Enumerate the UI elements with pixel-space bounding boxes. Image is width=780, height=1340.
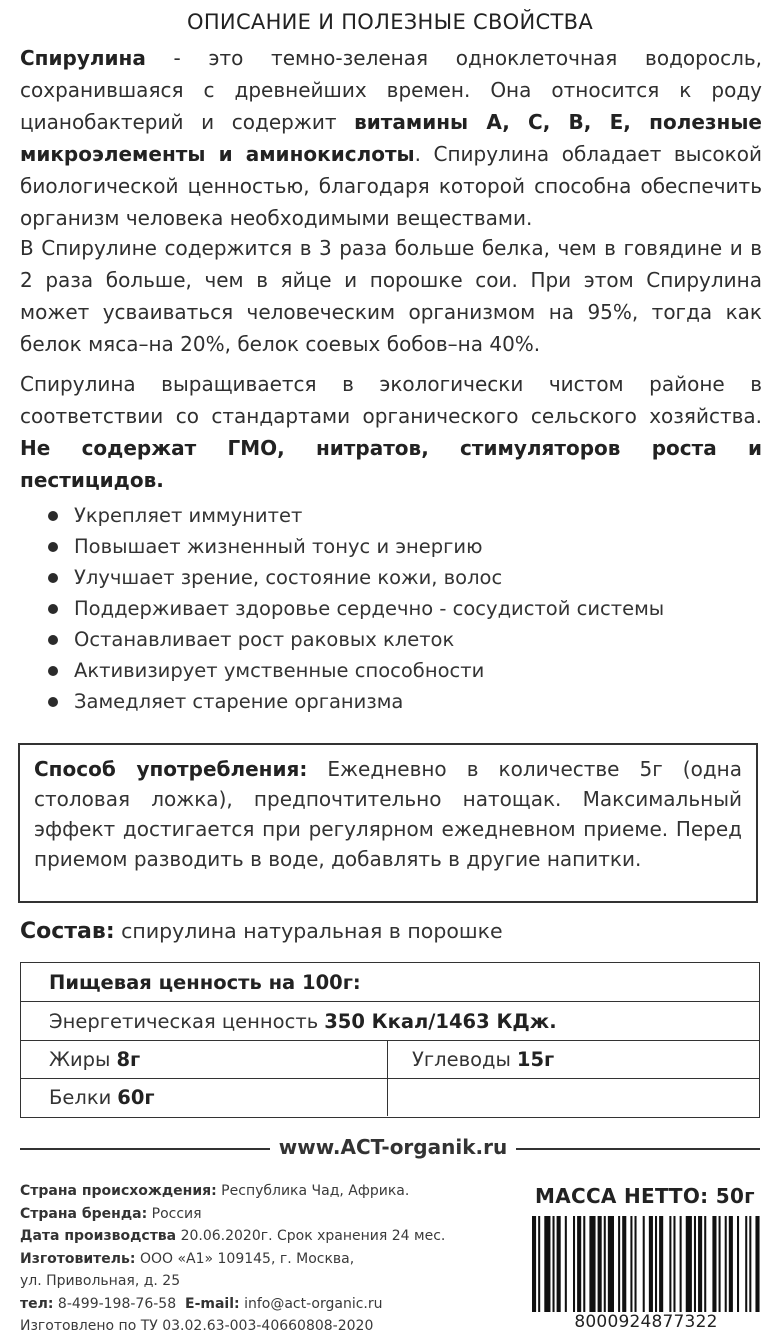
barcode-bar bbox=[598, 1216, 602, 1312]
barcode-bar bbox=[729, 1216, 733, 1312]
barcode-bar bbox=[704, 1216, 706, 1312]
barcode-bar bbox=[589, 1216, 595, 1312]
barcode-bar bbox=[604, 1216, 606, 1312]
benefit-text: Улучшает зрение, состояние кожи, волос bbox=[74, 566, 503, 589]
barcode-number: 8000924877322 bbox=[574, 1312, 718, 1332]
description-paragraph bbox=[20, 42, 762, 234]
empty-cell bbox=[387, 1079, 758, 1116]
list-item bbox=[40, 686, 740, 717]
bullet-icon bbox=[48, 604, 58, 614]
list-item bbox=[40, 624, 740, 655]
address-line: ул. Привольная, д. 25 bbox=[20, 1273, 181, 1289]
benefit-text: Повышает жизненный тонус и энергию bbox=[74, 535, 483, 558]
spirulina-term: Спирулина bbox=[20, 46, 146, 70]
benefit-text: Активизирует умственные способности bbox=[74, 659, 485, 682]
contact-line bbox=[20, 1293, 440, 1316]
benefits-list bbox=[40, 500, 740, 717]
fat-label: Жиры bbox=[49, 1048, 111, 1071]
barcode-bar bbox=[669, 1216, 671, 1312]
barcode-bar bbox=[694, 1216, 696, 1312]
carbs-cell bbox=[387, 1041, 758, 1078]
barcode-bar bbox=[583, 1216, 585, 1312]
carbs-value: 15г bbox=[516, 1048, 555, 1071]
barcode-bar bbox=[725, 1216, 727, 1312]
barcode-bar bbox=[673, 1216, 675, 1312]
barcode-bar bbox=[686, 1216, 692, 1312]
benefit-text: Замедляет старение организма bbox=[74, 690, 404, 713]
barcode-bar bbox=[680, 1216, 682, 1312]
net-weight: МАССА НЕТТО: 50г bbox=[535, 1184, 755, 1208]
barcode-bar bbox=[553, 1216, 555, 1312]
carbs-label: Углеводы bbox=[412, 1048, 511, 1071]
composition-value: спирулина натуральная в порошке bbox=[114, 919, 503, 943]
usage-description: Ежедневно в количестве 5г (одна столовая ложка), предпочтительно натощак. Максимальный эффект достигается при регулярном ежедневном приеме. Перед приемом разводить в воде, добавлять в другие напитки. bbox=[34, 757, 742, 871]
phone-label: тел: bbox=[20, 1295, 54, 1312]
brand-value: Россия bbox=[147, 1205, 202, 1222]
bullet-icon bbox=[48, 666, 58, 676]
bullet-icon bbox=[48, 511, 58, 521]
barcode-bar bbox=[573, 1216, 575, 1312]
usage-box bbox=[18, 743, 758, 903]
list-item bbox=[40, 593, 740, 624]
brand-label: Страна бренда: bbox=[20, 1205, 148, 1222]
maker-label: Изготовитель: bbox=[20, 1250, 136, 1267]
section-title: ОПИСАНИЕ И ПОЛЕЗНЫЕ СВОЙСТВА bbox=[187, 10, 593, 34]
barcode-bar bbox=[643, 1216, 645, 1312]
protein-value: 60г bbox=[117, 1086, 155, 1109]
standard-line: Изготовлено по ТУ 03.02.63-003-40660808-2020 bbox=[20, 1318, 374, 1334]
barcode-bar bbox=[755, 1216, 759, 1312]
barcode-bar bbox=[608, 1216, 614, 1312]
energy-label: Энергетическая ценность bbox=[49, 1009, 319, 1033]
date-line bbox=[20, 1225, 446, 1248]
table-row bbox=[21, 963, 759, 1002]
manufacturer-info bbox=[20, 1180, 446, 1338]
table-row bbox=[21, 1079, 759, 1116]
vitamins-highlight: витамины A, C, B, E, полезные микроэлементы и аминокислоты bbox=[20, 110, 762, 166]
email-label: E-mail: bbox=[185, 1295, 240, 1312]
fat-value: 8г bbox=[116, 1048, 141, 1071]
usage-label: Способ употребления: bbox=[34, 757, 308, 781]
barcode-icon bbox=[530, 1216, 762, 1312]
list-item bbox=[40, 655, 740, 686]
website-link[interactable]: www.ACT-organik.ru bbox=[278, 1135, 508, 1159]
website-divider bbox=[20, 1135, 760, 1161]
barcode-bar bbox=[659, 1216, 663, 1312]
list-item bbox=[40, 531, 740, 562]
barcode-bar bbox=[622, 1216, 626, 1312]
nutrition-header-text: Пищевая ценность на 100г: bbox=[49, 970, 361, 994]
barcode-bar bbox=[538, 1216, 540, 1312]
barcode-bar bbox=[719, 1216, 721, 1312]
bullet-icon bbox=[48, 697, 58, 707]
barcode-bar bbox=[745, 1216, 747, 1312]
origin-value: Республика Чад, Африка. bbox=[216, 1183, 410, 1199]
barcode-bar bbox=[749, 1216, 751, 1312]
barcode-bar bbox=[655, 1216, 657, 1312]
origin-label: Страна происхождения: bbox=[20, 1183, 217, 1199]
ecology-paragraph bbox=[20, 368, 762, 496]
barcode-bar bbox=[618, 1216, 620, 1312]
protein-label: Белки bbox=[49, 1086, 112, 1109]
phone-value: 8-499-198-76-58 bbox=[53, 1295, 177, 1312]
barcode-bar bbox=[532, 1216, 536, 1312]
barcode-bar bbox=[577, 1216, 581, 1312]
barcode-bar bbox=[635, 1216, 637, 1312]
benefit-text: Останавливает рост раковых клеток bbox=[74, 628, 455, 651]
list-item bbox=[40, 500, 740, 531]
barcode-bar bbox=[649, 1216, 653, 1312]
fat-cell bbox=[21, 1041, 387, 1078]
bullet-icon bbox=[48, 573, 58, 583]
brand-line bbox=[20, 1203, 440, 1226]
no-gmo-highlight: Не содержат ГМО, нитратов, стимуляторов роста и пестицидов. bbox=[20, 436, 762, 492]
description-text-1: - это темно-зеленая одноклеточная водоросль, сохранившаяся с древнейших времен. Она относится к роду цианобактерий и содержит bbox=[20, 46, 762, 134]
maker-value: ООО «А1» 109145, г. Москва, bbox=[135, 1250, 355, 1267]
benefit-text: Поддерживает здоровье сердечно - сосудистой системы bbox=[74, 597, 665, 620]
ecology-text: Спирулина выращивается в экологически чистом районе в соответствии со стандартами органического сельского хозяйства. bbox=[20, 372, 762, 428]
bullet-icon bbox=[48, 635, 58, 645]
barcode-bar bbox=[565, 1216, 567, 1312]
date-label: Дата производства bbox=[20, 1228, 177, 1244]
email-value: info@act-organic.ru bbox=[239, 1295, 383, 1312]
barcode-bar bbox=[557, 1216, 561, 1312]
composition-label: Состав: bbox=[20, 919, 115, 944]
maker-line bbox=[20, 1248, 440, 1271]
nutrition-table bbox=[20, 962, 760, 1118]
barcode-bar bbox=[630, 1216, 632, 1312]
barcode-bar bbox=[698, 1216, 702, 1312]
energy-cell bbox=[21, 1002, 759, 1040]
description-text-2: . Спирулина обладает высокой биологической ценностью, благодаря которой способна обеспечить организм человека необходимыми веществами. bbox=[20, 142, 762, 230]
table-row bbox=[21, 1041, 759, 1079]
energy-value: 350 Ккал/1463 КДж. bbox=[324, 1009, 557, 1033]
divider-left bbox=[20, 1148, 270, 1150]
benefit-text: Укрепляет иммунитет bbox=[74, 504, 303, 527]
nutrition-header bbox=[21, 963, 759, 1001]
origin-line bbox=[20, 1180, 440, 1203]
list-item bbox=[40, 562, 740, 593]
table-row bbox=[21, 1002, 759, 1041]
protein-paragraph: В Спирулине содержится в 3 раза больше белка, чем в говядине и в 2 раза больше, чем в яйце и порошке сои. При этом Спирулина может усваиваться человеческим организмом на 95%, тогда как белок мяса–на 20%, белок соевых бобов–на 40%. bbox=[20, 236, 762, 356]
divider-right bbox=[516, 1148, 760, 1150]
usage-text bbox=[34, 754, 742, 874]
bullet-icon bbox=[48, 542, 58, 552]
barcode-bar bbox=[712, 1216, 716, 1312]
composition bbox=[20, 919, 503, 944]
barcode-bar bbox=[737, 1216, 739, 1312]
date-value: 20.06.2020г. Срок хранения 24 мес. bbox=[176, 1228, 446, 1244]
barcode-bar bbox=[544, 1216, 550, 1312]
protein-cell bbox=[21, 1079, 387, 1116]
